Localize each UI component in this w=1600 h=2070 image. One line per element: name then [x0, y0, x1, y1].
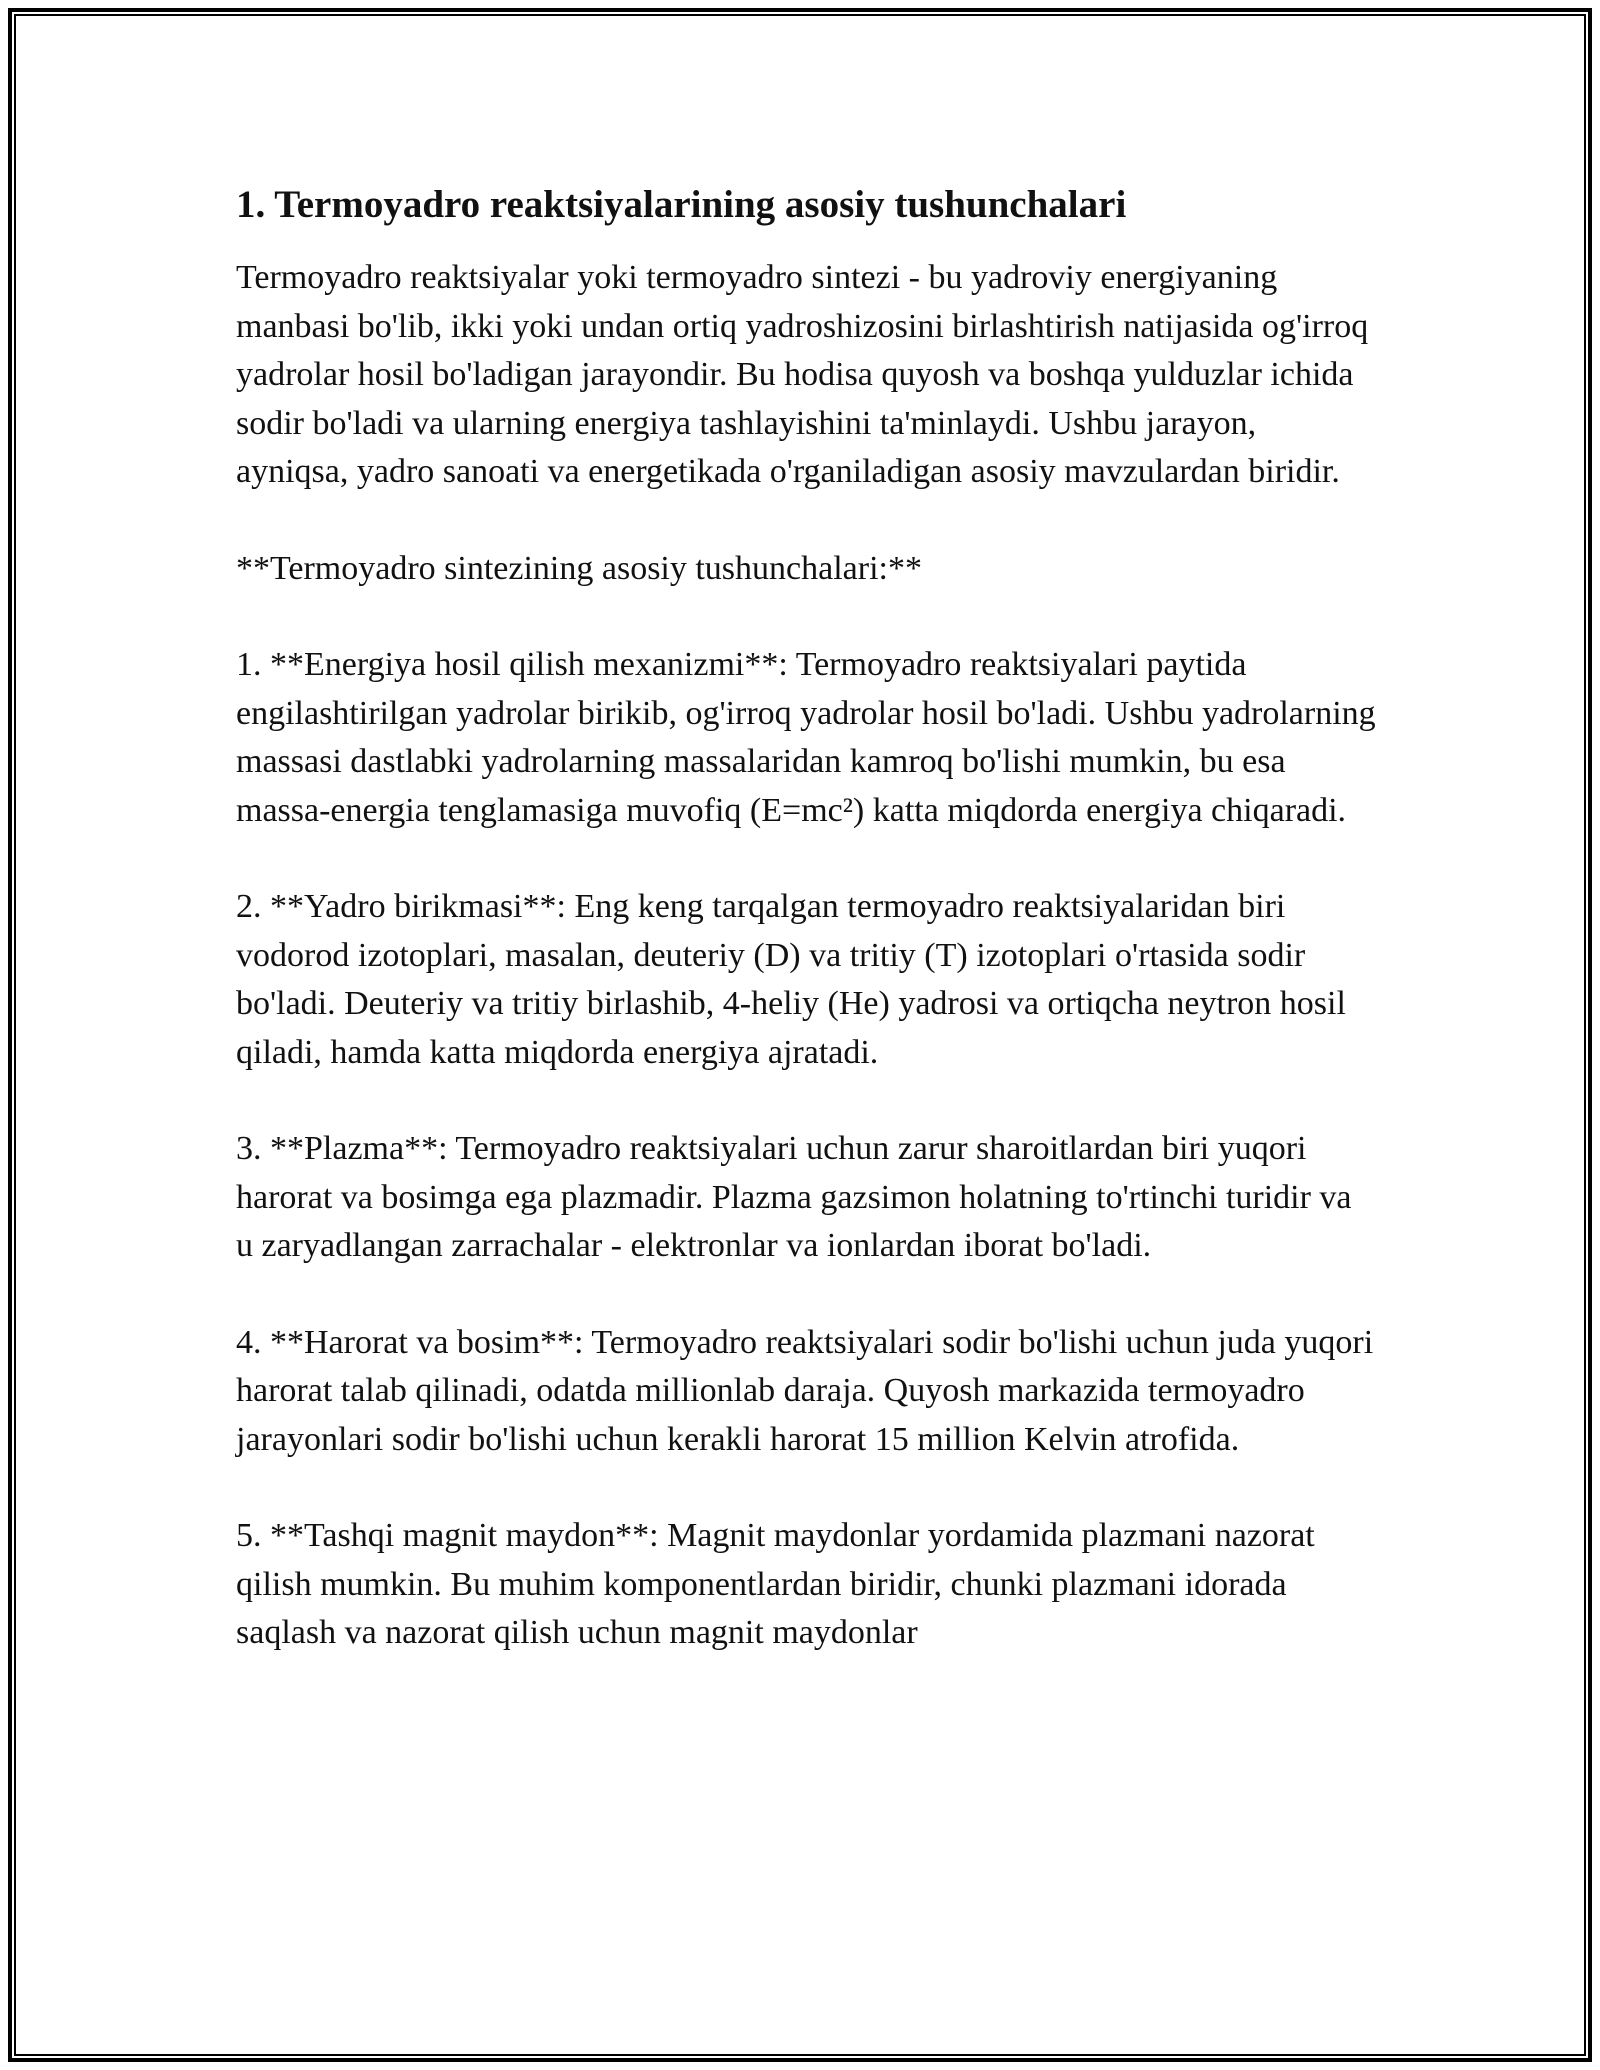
intro-paragraph: Termoyadro reaktsiyalar yoki termoyadro sintezi - bu yadroviy energiyaning manbasi bo'lib, ikki yoki undan ortiq yadroshizosini birlashtirish natijasida og'irroq yadrolar hosil bo'ladigan jarayondir. Bu hodisa quyosh va boshqa yulduzlar ichida sodir bo'ladi va ularning energiya tashlayishini ta'minlaydi. Ushbu jarayon, ayniqsa, yadro sanoati va energetikada o'rganiladigan asosiy mavzulardan biridir. [236, 259, 1369, 490]
document-body [236, 180, 1376, 1706]
list-item-plasma: 3. **Plazma**: Termoyadro reaktsiyalari uchun zarur sharoitlardan biri yuqori harorat va bosimga ega plazmadir. Plazma gazsimon holatning to'rtinchi turidir va u zaryadlangan zarrachalar - elektronlar va ionlardan iborat bo'ladi. [236, 1130, 1352, 1264]
list-item-magnetic-field: 5. **Tashqi magnit maydon**: Magnit maydonlar yordamida plazmani nazorat qilish mumkin. Bu muhim komponentlardan biridir, chunki plazmani idorada saqlash va nazorat qilish uchun magnit maydonlar [236, 1517, 1315, 1651]
section-heading: 1. Termoyadro reaktsiyalarining asosiy tushunchalari [236, 183, 1127, 226]
concepts-subheading: **Termoyadro sintezining asosiy tushunchalari:** [236, 549, 922, 587]
list-item-energy-mechanism: 1. **Energiya hosil qilish mexanizmi**: Termoyadro reaktsiyalari paytida engilashtirilgan yadrolar birikib, og'irroq yadrolar hosil bo'ladi. Ushbu yadrolarning massasi dastlabki yadrolarning massalaridan kamroq bo'lishi mumkin, bu esa massa-energia tenglamasiga muvofiq (E=mc²) katta miqdorda energiya chiqaradi. [236, 646, 1376, 829]
list-item-nuclear-fusion: 2. **Yadro birikmasi**: Eng keng tarqalgan termoyadro reaktsiyalaridan biri vodorod izotoplari, masalan, deuteriy (D) va tritiy (T) izotoplari o'rtasida sodir bo'ladi. Deuteriy va tritiy birlashib, 4-heliy (He) yadrosi va ortiqcha neytron hosil qiladi, hamda katta miqdorda energiya ajratadi. [236, 888, 1346, 1071]
list-item-temperature-pressure: 4. **Harorat va bosim**: Termoyadro reaktsiyalari sodir bo'lishi uchun juda yuqori harorat talab qilinadi, odatda millionlab daraja. Quyosh markazida termoyadro jarayonlari sodir bo'lishi uchun kerakli harorat 15 million Kelvin atrofida. [236, 1323, 1374, 1458]
